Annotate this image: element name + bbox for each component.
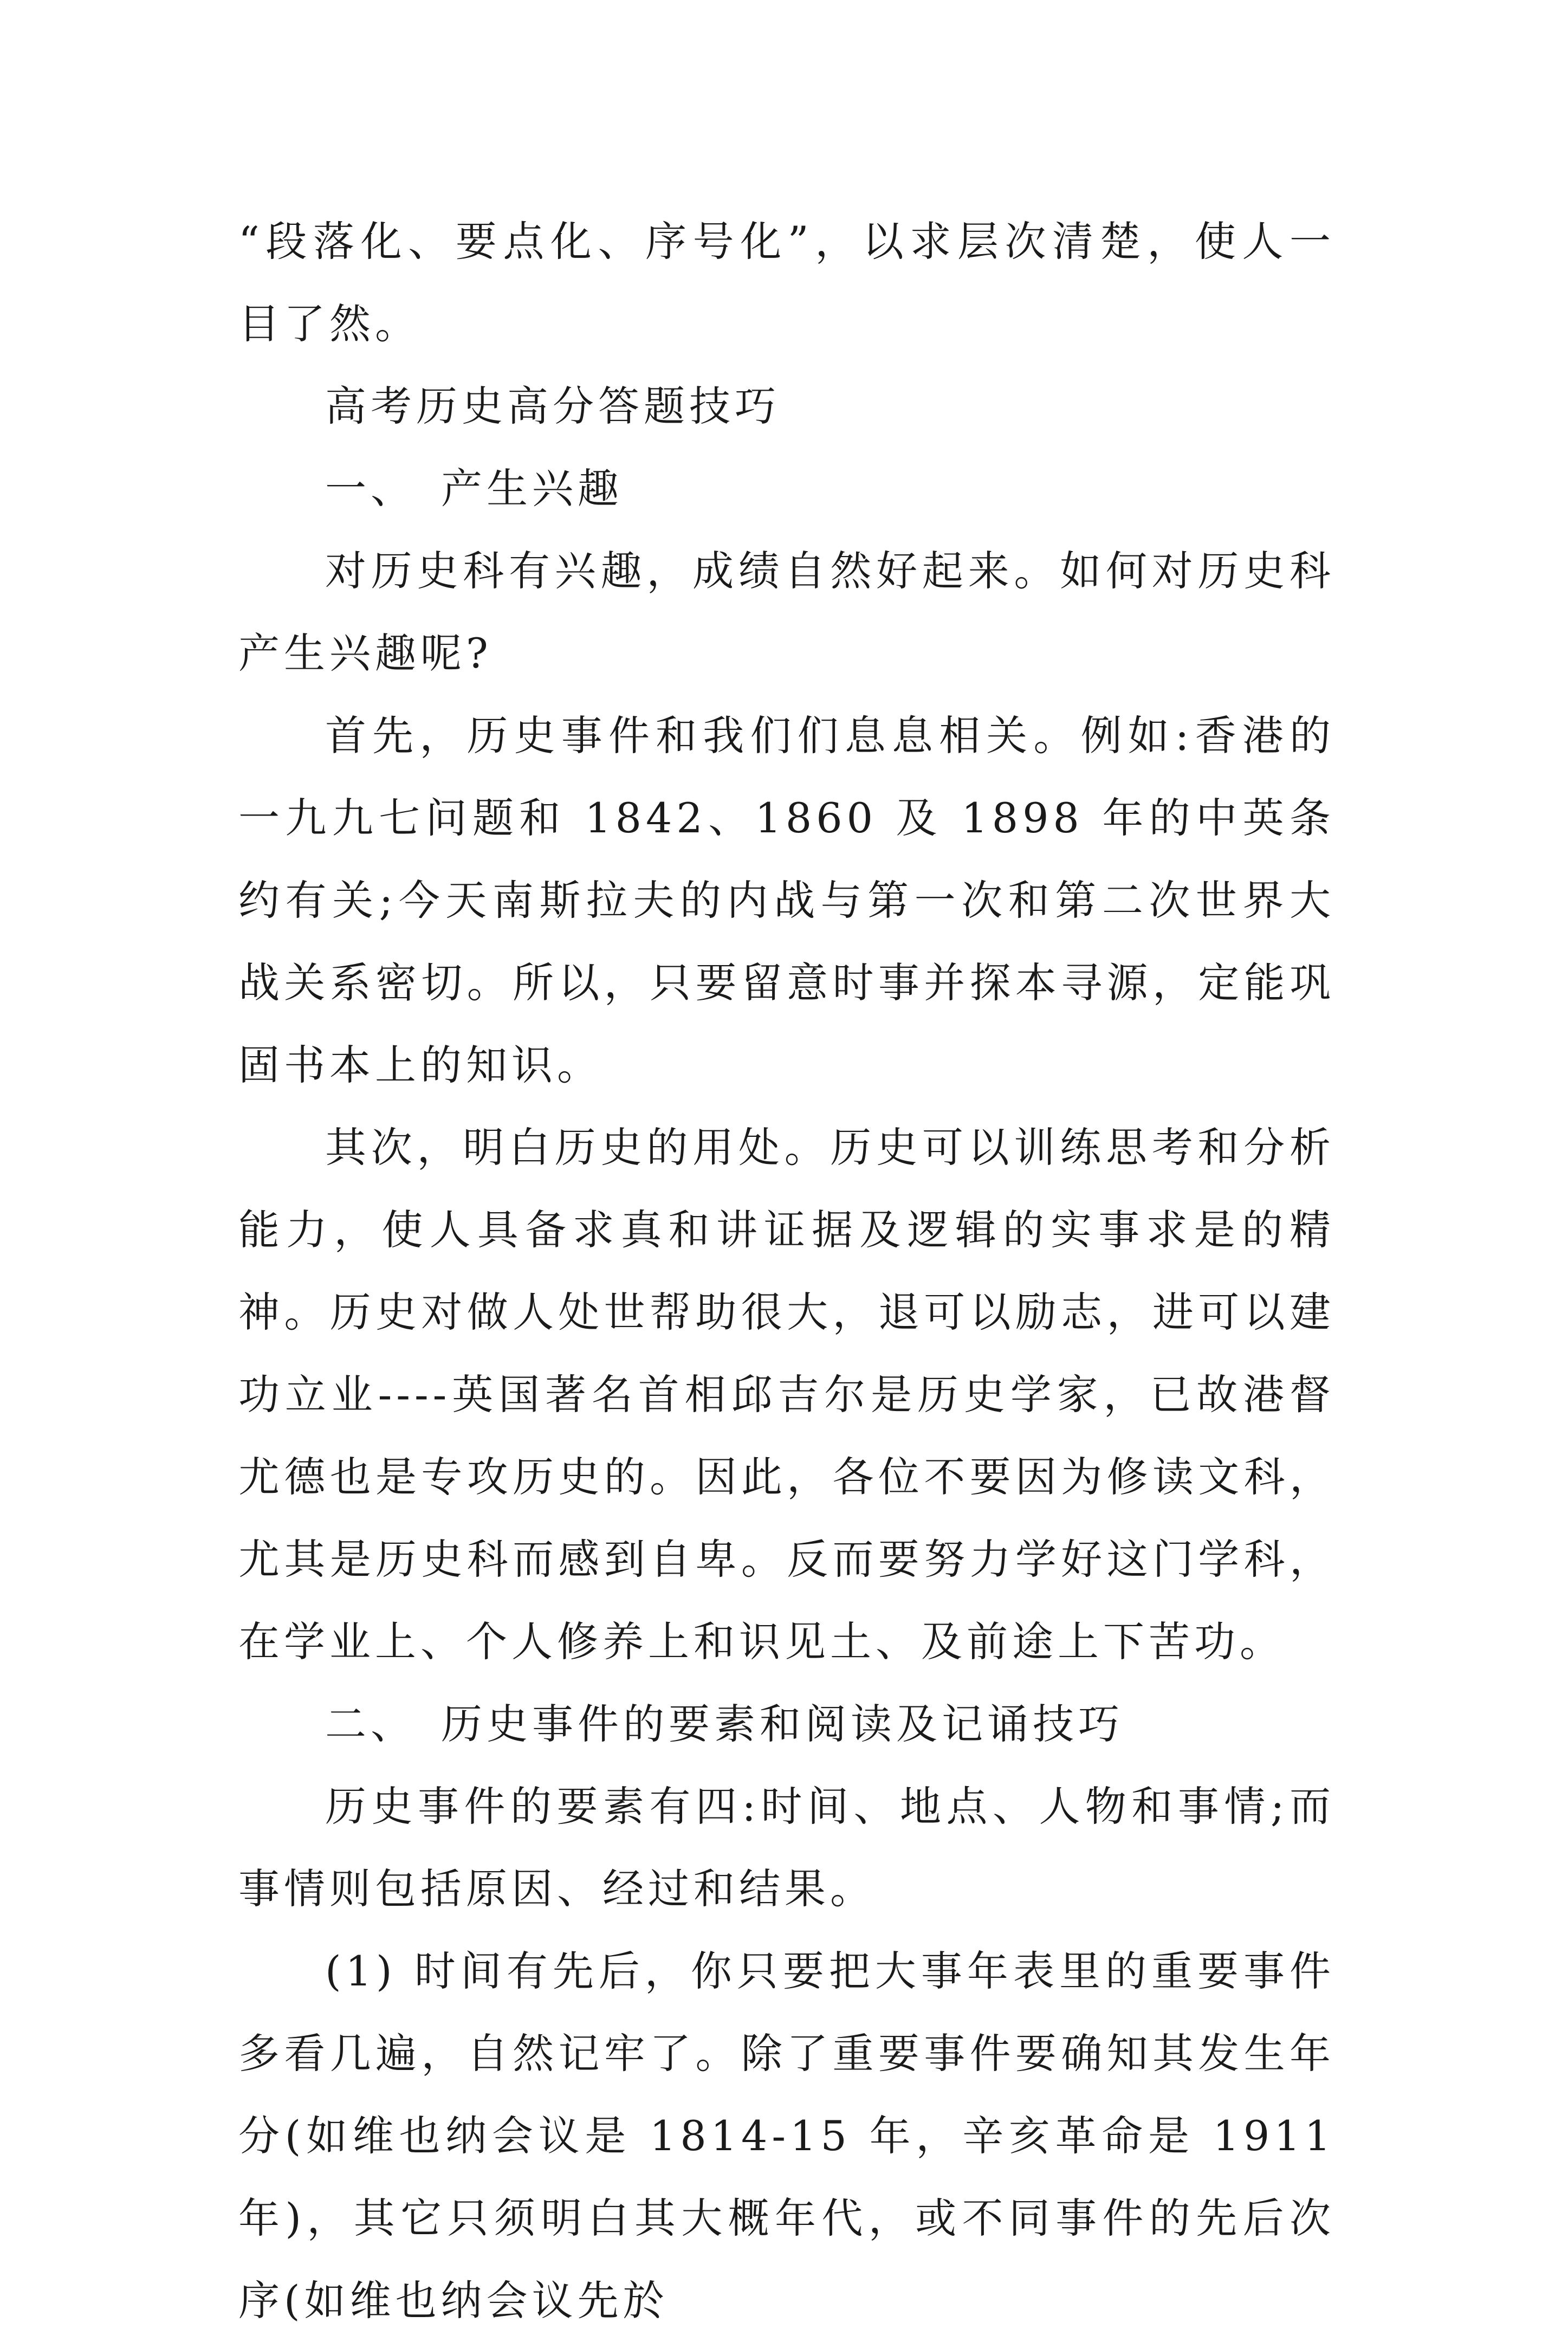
document-body bbox=[238, 200, 1335, 2342]
heading-elements: 二、 历史事件的要素和阅读及记诵技巧 bbox=[325, 1700, 1124, 1748]
paragraph-second-reason: 其次，明白历史的用处。历史可以训练思考和分析能力，使人具备求真和讲证据及逻辑的实事求是的精神。历史对做人处世帮助很大，退可以励志，进可以建功立业----英国著名首相邱吉尔是历史学家，已故港督尤德也是专攻历史的。因此，各位不要因为修读文科，尤其是历史科而感到自卑。反而要努力学好这门学科，在学业上、个人修养上和识见土、及前途上下苦功。 bbox=[238, 1123, 1335, 1666]
section-title: 高考历史高分答题技巧 bbox=[325, 382, 780, 430]
paragraph-time-tip: (1) 时间有先后，你只要把大事年表里的重要事件多看几遍，自然记牢了。除了重要事件要确知其发生年分(如维也纳会议是 1814-15 年，辛亥革命是 1911 年)，其它只须明白其大概年代，或不同事件的先后次序(如维也纳会议先於 bbox=[238, 1947, 1335, 2325]
paragraph-continuation: “段落化、要点化、序号化”，以求层次清楚，使人一目了然。 bbox=[238, 217, 1335, 348]
paragraph-elements: 历史事件的要素有四:时间、地点、人物和事情;而事情则包括原因、经过和结果。 bbox=[238, 1782, 1335, 1913]
paragraph-first-reason: 首先，历史事件和我们们息息相关。例如:香港的一九九七问题和 1842、1860 及 1898 年的中英条约有关;今天南斯拉夫的内战与第一次和第二次世界大战关系密切。所以，只要留意时事并探本寻源，定能巩固书本上的知识。 bbox=[238, 711, 1335, 1089]
paragraph-interest-intro: 对历史科有兴趣，成绩自然好起来。如何对历史科产生兴趣呢? bbox=[238, 547, 1335, 677]
heading-interest: 一、 产生兴趣 bbox=[325, 464, 623, 513]
